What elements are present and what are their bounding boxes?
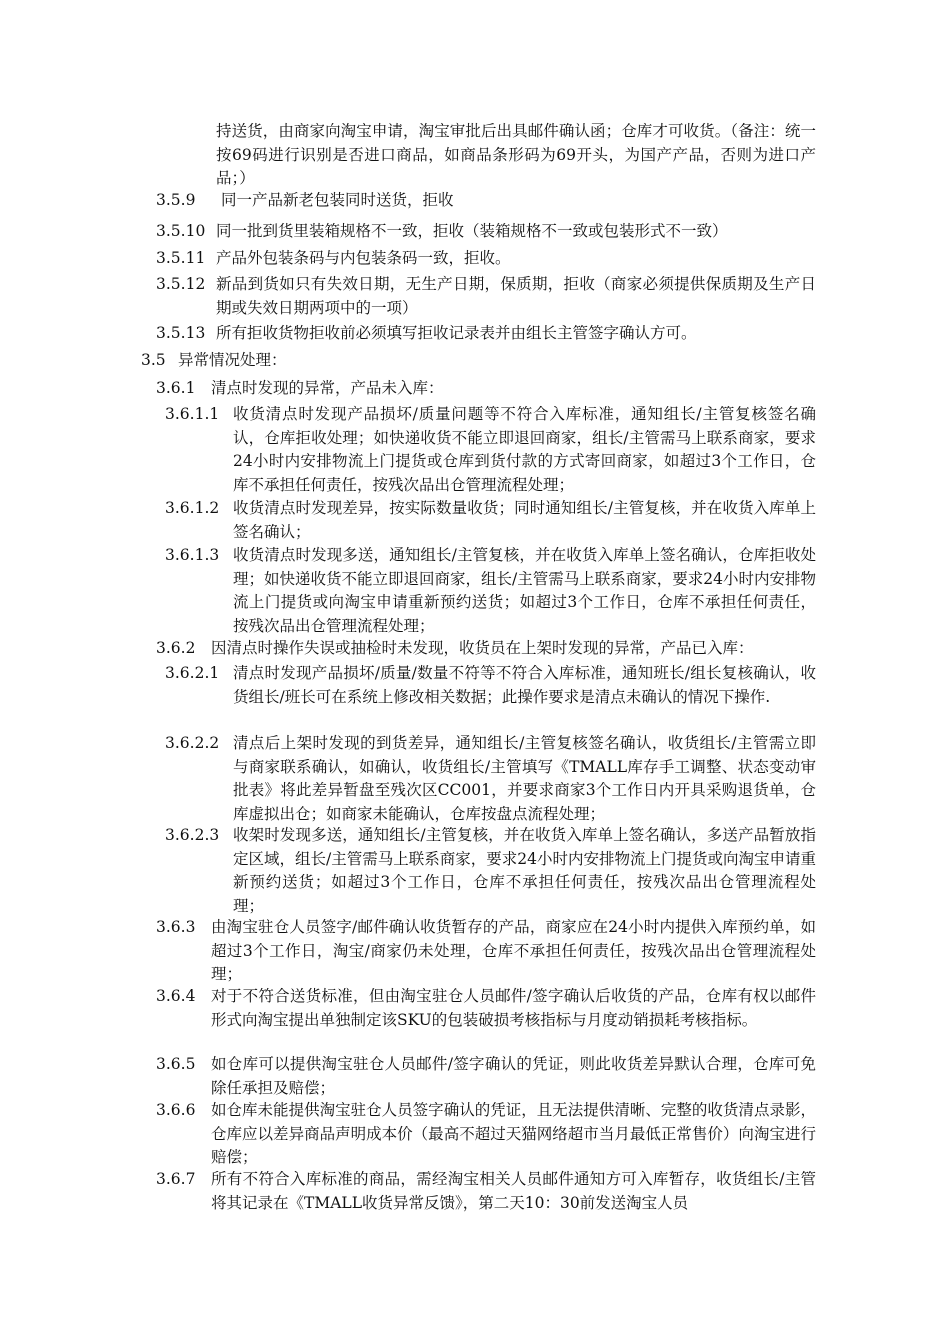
paragraph-text: 收货清点时发现多送，通知组长/主管复核，并在收货入库单上签名确认，仓库拒收处理；如快递收货不能立即退回商家，组长/主管需马上联系商家，要求24小时内安排物流上门提货或向淘宝申请重新预约送货；如超过3个工作日，仓库不承担任何责任，按残次品出仓管理流程处理；	[233, 546, 816, 635]
paragraph-number: 3.6.2.3	[165, 826, 220, 844]
paragraph-number: 3.6.4	[156, 987, 196, 1005]
paragraph-3-6-7	[0, 1168, 950, 1215]
paragraph-text: 由淘宝驻仓人员签字/邮件确认收货暂存的产品，商家应在24小时内提供入库预约单，如超过3个工作日，淘宝/商家仍未处理，仓库不承担任何责任，按残次品出仓管理流程处理；	[211, 918, 816, 983]
paragraph-text: 收货清点时发现差异，按实际数量收货；同时通知组长/主管复核，并在收货入库单上签名确认；	[233, 499, 816, 541]
paragraph-3-5-9	[0, 189, 950, 213]
paragraph-number: 3.6.2.2	[165, 734, 220, 752]
paragraph-text: 持送货，由商家向淘宝申请，淘宝审批后出具邮件确认函；仓库才可收货。（备注：统一按69码进行识别是否进口商品，如商品条形码为69开头，为国产产品，否则为进口产品；）	[216, 122, 816, 187]
paragraph-text: 收架时发现多送，通知组长/主管复核，并在收货入库单上签名确认，多送产品暂放指定区域，组长/主管需马上联系商家，要求24小时内安排物流上门提货或向淘宝申请重新预约送货；如超过3个工作日，仓库不承担任何责任，按残次品出仓管理流程处理；	[233, 826, 816, 915]
paragraph-number: 3.6.5	[156, 1055, 196, 1073]
paragraph-number: 3.5.13	[156, 324, 206, 342]
section-heading-3-5	[0, 349, 950, 373]
paragraph-text: 因清点时操作失误或抽检时未发现，收货员在上架时发现的异常，产品已入库：	[211, 639, 754, 657]
paragraph-3-6-4	[0, 985, 950, 1032]
paragraph-3-6-1-3	[0, 544, 950, 638]
paragraph-3-5-11	[0, 247, 950, 271]
paragraph-number: 3.6.1.1	[165, 405, 220, 423]
paragraph-text: 所有拒收货物拒收前必须填写拒收记录表并由组长主管签字确认方可。	[216, 324, 697, 342]
paragraph-text: 同一批到货里装箱规格不一致，拒收（装箱规格不一致或包装形式不一致）	[216, 222, 728, 240]
paragraph-number: 3.6.1.3	[165, 546, 220, 564]
paragraph-number: 3.6.1	[156, 379, 196, 397]
paragraph-text: 如仓库未能提供淘宝驻仓人员签字确认的凭证，且无法提供清晰、完整的收货清点录影，仓库应以差异商品声明成本价（最高不超过天猫网络超市当月最低正常售价）向淘宝进行赔偿；	[211, 1101, 816, 1166]
paragraph-number: 3.6.6	[156, 1101, 196, 1119]
paragraph-number: 3.5.9	[156, 191, 196, 209]
paragraph-number: 3.6.3	[156, 918, 196, 936]
paragraph-text: 清点时发现的异常，产品未入库：	[211, 379, 444, 397]
paragraph-number: 3.5.12	[156, 275, 206, 293]
paragraph-3-6-5	[0, 1053, 950, 1100]
paragraph-3-6-2-3	[0, 824, 950, 918]
paragraph-3-6-1-2	[0, 497, 950, 544]
paragraph-text: 清点后上架时发现的到货差异，通知组长/主管复核签名确认，收货组长/主管需立即与商家联系确认，如确认，收货组长/主管填写《TMALL库存手工调整、状态变动审批表》将此差异暂盘至残次区CC001，并要求商家3个工作日内开具采购退货单，仓库虚拟出仓；如商家未能确认，仓库按盘点流程处理；	[233, 734, 816, 823]
paragraph-3-6-1	[0, 377, 950, 401]
paragraph-continuation	[0, 120, 950, 191]
paragraph-3-5-12	[0, 273, 950, 320]
paragraph-text: 同一产品新老包装同时送货，拒收	[221, 191, 454, 209]
paragraph-text: 收货清点时发现产品损坏/质量问题等不符合入库标准，通知组长/主管复核签名确认，仓库拒收处理；如快递收货不能立即退回商家，组长/主管需马上联系商家，要求24小时内安排物流上门提货或仓库到货付款的方式寄回商家，如超过3个工作日，仓库不承担任何责任，按残次品出仓管理流程处理；	[233, 405, 816, 494]
paragraph-3-5-13	[0, 322, 950, 346]
paragraph-number: 3.6.7	[156, 1170, 196, 1188]
paragraph-text: 产品外包装条码与内包装条码一致，拒收。	[216, 249, 511, 267]
paragraph-text: 对于不符合送货标准，但由淘宝驻仓人员邮件/签字确认后收货的产品，仓库有权以邮件形式向淘宝提出单独制定该SKU的包装破损考核指标与月度动销损耗考核指标。	[211, 987, 816, 1029]
paragraph-text: 如仓库可以提供淘宝驻仓人员邮件/签字确认的凭证，则此收货差异默认合理，仓库可免除任承担及赔偿；	[211, 1055, 816, 1097]
paragraph-3-5-10	[0, 220, 950, 244]
paragraph-text: 所有不符合入库标准的商品，需经淘宝相关人员邮件通知方可入库暂存，收货组长/主管将其记录在《TMALL收货异常反馈》，第二天10：30前发送淘宝人员	[211, 1170, 816, 1212]
paragraph-number: 3.6.1.2	[165, 499, 220, 517]
paragraph-text: 新品到货如只有失效日期，无生产日期，保质期，拒收（商家必须提供保质期及生产日期或失效日期两项中的一项）	[216, 275, 816, 317]
paragraph-text: 清点时发现产品损坏/质量/数量不符等不符合入库标准，通知班长/组长复核确认，收货组长/班长可在系统上修改相关数据；此操作要求是清点未确认的情况下操作.	[233, 664, 816, 706]
paragraph-number: 3.6.2.1	[165, 664, 220, 682]
paragraph-number: 3.5.11	[156, 249, 206, 267]
section-title: 异常情况处理：	[178, 351, 287, 369]
paragraph-3-6-1-1	[0, 403, 950, 497]
paragraph-3-6-2-1	[0, 662, 950, 709]
paragraph-number: 3.6.2	[156, 639, 196, 657]
paragraph-3-6-2	[0, 637, 950, 661]
paragraph-3-6-3	[0, 916, 950, 987]
paragraph-number: 3.5.10	[156, 222, 206, 240]
section-number: 3.5	[141, 351, 166, 369]
paragraph-3-6-6	[0, 1099, 950, 1170]
paragraph-3-6-2-2	[0, 732, 950, 826]
